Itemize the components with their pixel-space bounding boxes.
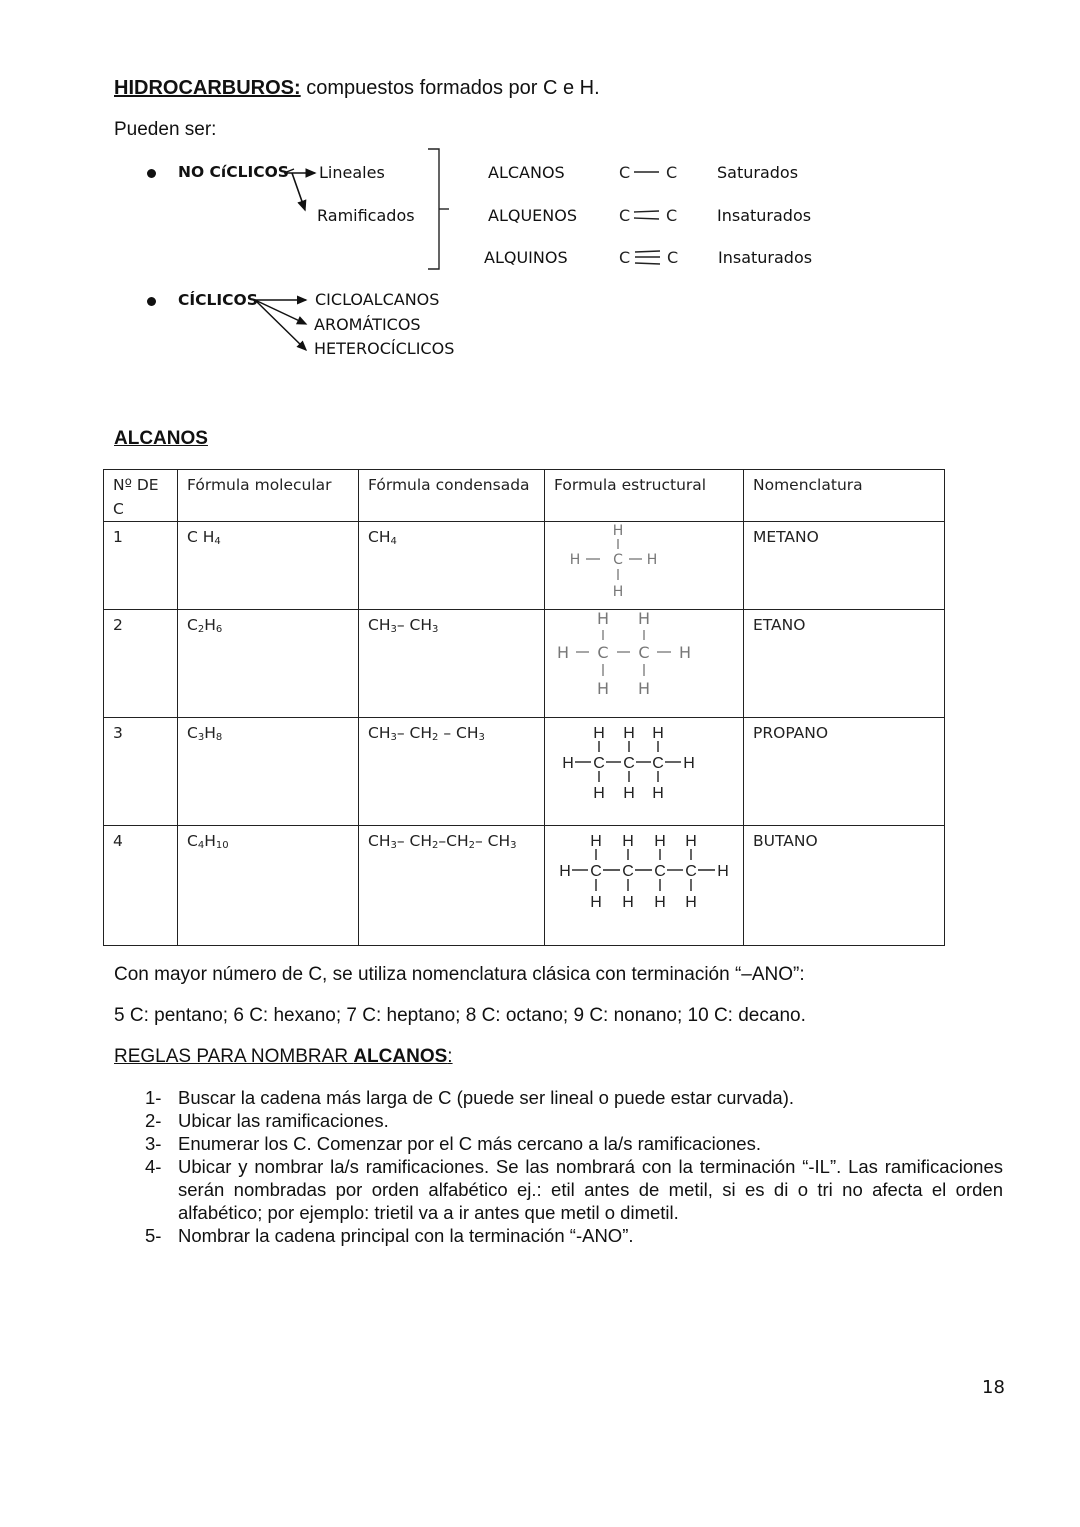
rules-list bbox=[145, 1086, 1003, 1247]
type-name-alcanos: ALCANOS bbox=[488, 163, 565, 182]
nomenclature-paragraph: Con mayor número de C, se utiliza nomenclatura clásica con terminación “–ANO”: bbox=[114, 964, 805, 985]
svg-text:H: H bbox=[654, 833, 666, 850]
condensed-formula: $CH_4$ bbox=[359, 522, 545, 610]
rule-item bbox=[145, 1224, 1003, 1247]
svg-text:H: H bbox=[556, 643, 570, 662]
svg-text:H: H bbox=[623, 785, 635, 802]
bullet-icon bbox=[147, 297, 156, 306]
saturation-alcanos: Saturados bbox=[717, 163, 799, 182]
svg-text:H: H bbox=[685, 833, 697, 850]
compound-name: PROPANO bbox=[744, 718, 945, 826]
svg-text:H: H bbox=[590, 894, 602, 911]
rule-item bbox=[145, 1086, 1003, 1109]
rule-number: 2- bbox=[145, 1110, 162, 1131]
svg-text:C: C bbox=[622, 863, 634, 880]
intro-text: Pueden ser: bbox=[114, 119, 217, 140]
structural-formula bbox=[545, 718, 744, 826]
alcanos-table bbox=[103, 469, 945, 946]
svg-text:H: H bbox=[678, 643, 692, 662]
rules-title-prefix: REGLAS PARA NOMBRAR bbox=[114, 1046, 354, 1067]
structural-formula bbox=[545, 522, 744, 610]
column-header: Nomenclatura bbox=[744, 470, 945, 522]
molecular-formula: $C_2H_6$ bbox=[178, 610, 359, 718]
svg-text:H: H bbox=[637, 679, 651, 698]
table-header-row bbox=[104, 470, 945, 522]
propano-structure-icon bbox=[545, 718, 743, 818]
molecular-formula: C $H_4$ bbox=[178, 522, 359, 610]
branch-lineales: Lineales bbox=[319, 163, 385, 182]
rules-title-suffix: : bbox=[447, 1046, 453, 1067]
rule-number: 5- bbox=[145, 1225, 162, 1246]
etano-structure-icon bbox=[545, 610, 743, 710]
svg-text:C: C bbox=[619, 248, 631, 267]
rule-item bbox=[145, 1155, 1003, 1224]
rule-number: 3- bbox=[145, 1133, 162, 1154]
rule-number: 4- bbox=[145, 1156, 162, 1177]
title-heading: HIDROCARBUROS: bbox=[114, 77, 301, 99]
type-name-alquenos: ALQUENOS bbox=[488, 206, 577, 225]
svg-text:C: C bbox=[593, 755, 605, 772]
svg-text:H: H bbox=[652, 725, 664, 742]
svg-text:H: H bbox=[717, 863, 729, 880]
svg-text:C: C bbox=[667, 248, 679, 267]
carbon-count: 1 bbox=[104, 522, 178, 610]
rule-text: Buscar la cadena más larga de C (puede ser lineal o puede estar curvada). bbox=[178, 1087, 794, 1108]
compound-name: METANO bbox=[744, 522, 945, 610]
svg-text:C: C bbox=[685, 863, 697, 880]
svg-text:C: C bbox=[590, 863, 602, 880]
saturation-alquenos: Insaturados bbox=[717, 206, 812, 225]
svg-text:H: H bbox=[622, 894, 634, 911]
svg-text:C: C bbox=[638, 643, 650, 662]
metano-structure-icon bbox=[545, 522, 743, 602]
branch-ramificados: Ramificados bbox=[317, 206, 415, 225]
svg-text:C: C bbox=[623, 755, 635, 772]
title-description: compuestos formados por C e H. bbox=[300, 77, 600, 99]
carbon-count: 2 bbox=[104, 610, 178, 718]
column-header: Formula estructural bbox=[545, 470, 744, 522]
rule-item bbox=[145, 1132, 1003, 1155]
section-title-alcanos: ALCANOS bbox=[114, 428, 208, 449]
rule-number: 1- bbox=[145, 1087, 162, 1108]
svg-text:H: H bbox=[593, 725, 605, 742]
arrows-no-ciclicos-icon bbox=[280, 160, 325, 220]
type-name-alquinos: ALQUINOS bbox=[484, 248, 568, 267]
rule-item bbox=[145, 1109, 1003, 1132]
alkane-names-paragraph: 5 C: pentano; 6 C: hexano; 7 C: heptano; 8 C: octano; 9 C: nonano; 10 C: decano. bbox=[114, 1005, 806, 1026]
rule-text: Nombrar la cadena principal con la terminación “-ANO”. bbox=[178, 1225, 634, 1246]
branch-cicloalcanos: CICLOALCANOS bbox=[315, 290, 440, 309]
molecular-formula: $C_4H_{10}$ bbox=[178, 826, 359, 946]
svg-text:C: C bbox=[652, 755, 664, 772]
column-header: Nº DE C bbox=[104, 470, 178, 522]
branch-heterociclicos: HETEROCÍCLICOS bbox=[314, 339, 455, 358]
svg-text:H: H bbox=[596, 679, 610, 698]
svg-text:H: H bbox=[562, 755, 574, 772]
arrows-ciclicos-icon bbox=[252, 290, 314, 362]
bond-types-icon bbox=[615, 160, 685, 275]
svg-text:H: H bbox=[623, 725, 635, 742]
rules-title bbox=[114, 1046, 453, 1068]
svg-text:H: H bbox=[612, 584, 624, 600]
butano-structure-icon bbox=[545, 826, 743, 938]
svg-text:C: C bbox=[666, 206, 678, 225]
svg-text:H: H bbox=[590, 833, 602, 850]
saturation-alquinos: Insaturados bbox=[718, 248, 813, 267]
structural-formula bbox=[545, 826, 744, 946]
molecular-formula: $C_3H_8$ bbox=[178, 718, 359, 826]
svg-text:C: C bbox=[619, 206, 631, 225]
svg-text:C: C bbox=[654, 863, 666, 880]
svg-text:H: H bbox=[654, 894, 666, 911]
compound-name: ETANO bbox=[744, 610, 945, 718]
rule-text: Enumerar los C. Comenzar por el C más cercano a la/s ramificaciones. bbox=[178, 1133, 761, 1154]
svg-text:H: H bbox=[596, 610, 610, 628]
rule-text: Ubicar y nombrar la/s ramificaciones. Se las nombrará con la terminación “-IL”. Las ramificaciones serán nombradas por orden alfabético ej.: etil antes de metil, si es di o tri no afecta el orden alfabético; por ejemplo: trietil va a ir antes que metil o dimetil. bbox=[178, 1156, 1003, 1223]
branch-aromaticos: AROMÁTICOS bbox=[314, 315, 421, 334]
svg-text:H: H bbox=[622, 833, 634, 850]
brace-icon bbox=[425, 147, 455, 273]
rules-title-bold: ALCANOS bbox=[353, 1046, 448, 1067]
svg-text:H: H bbox=[559, 863, 571, 880]
compound-name: BUTANO bbox=[744, 826, 945, 946]
column-header: Fórmula molecular bbox=[178, 470, 359, 522]
svg-text:H: H bbox=[593, 785, 605, 802]
svg-text:H: H bbox=[685, 894, 697, 911]
svg-text:H: H bbox=[683, 755, 695, 772]
svg-text:H: H bbox=[637, 610, 651, 628]
ciclicos-label: CÍCLICOS bbox=[178, 291, 258, 309]
svg-text:H: H bbox=[652, 785, 664, 802]
column-header: Fórmula condensada bbox=[359, 470, 545, 522]
svg-text:H: H bbox=[646, 552, 658, 568]
svg-text:H: H bbox=[569, 552, 581, 568]
table-row bbox=[104, 826, 945, 946]
table-row bbox=[104, 610, 945, 718]
condensed-formula: $CH_3-$ $CH_3$ bbox=[359, 610, 545, 718]
bullet-icon bbox=[147, 169, 156, 178]
carbon-count: 4 bbox=[104, 826, 178, 946]
svg-text:C: C bbox=[613, 552, 623, 568]
table-row bbox=[104, 718, 945, 826]
rule-text: Ubicar las ramificaciones. bbox=[178, 1110, 389, 1131]
carbon-count: 3 bbox=[104, 718, 178, 826]
svg-text:C: C bbox=[666, 163, 678, 182]
condensed-formula: $CH_3-$ $CH_2 - CH_3$ bbox=[359, 718, 545, 826]
condensed-formula: $CH_3-$ $CH_2-CH_2-$ $CH_3$ bbox=[359, 826, 545, 946]
svg-text:C: C bbox=[619, 163, 631, 182]
svg-text:C: C bbox=[597, 643, 609, 662]
page-title bbox=[114, 77, 600, 100]
table-row bbox=[104, 522, 945, 610]
no-ciclicos-label: NO CíCLICOS bbox=[178, 163, 289, 181]
page-number: 18 bbox=[982, 1377, 1005, 1398]
svg-text:H: H bbox=[612, 523, 624, 539]
structural-formula bbox=[545, 610, 744, 718]
